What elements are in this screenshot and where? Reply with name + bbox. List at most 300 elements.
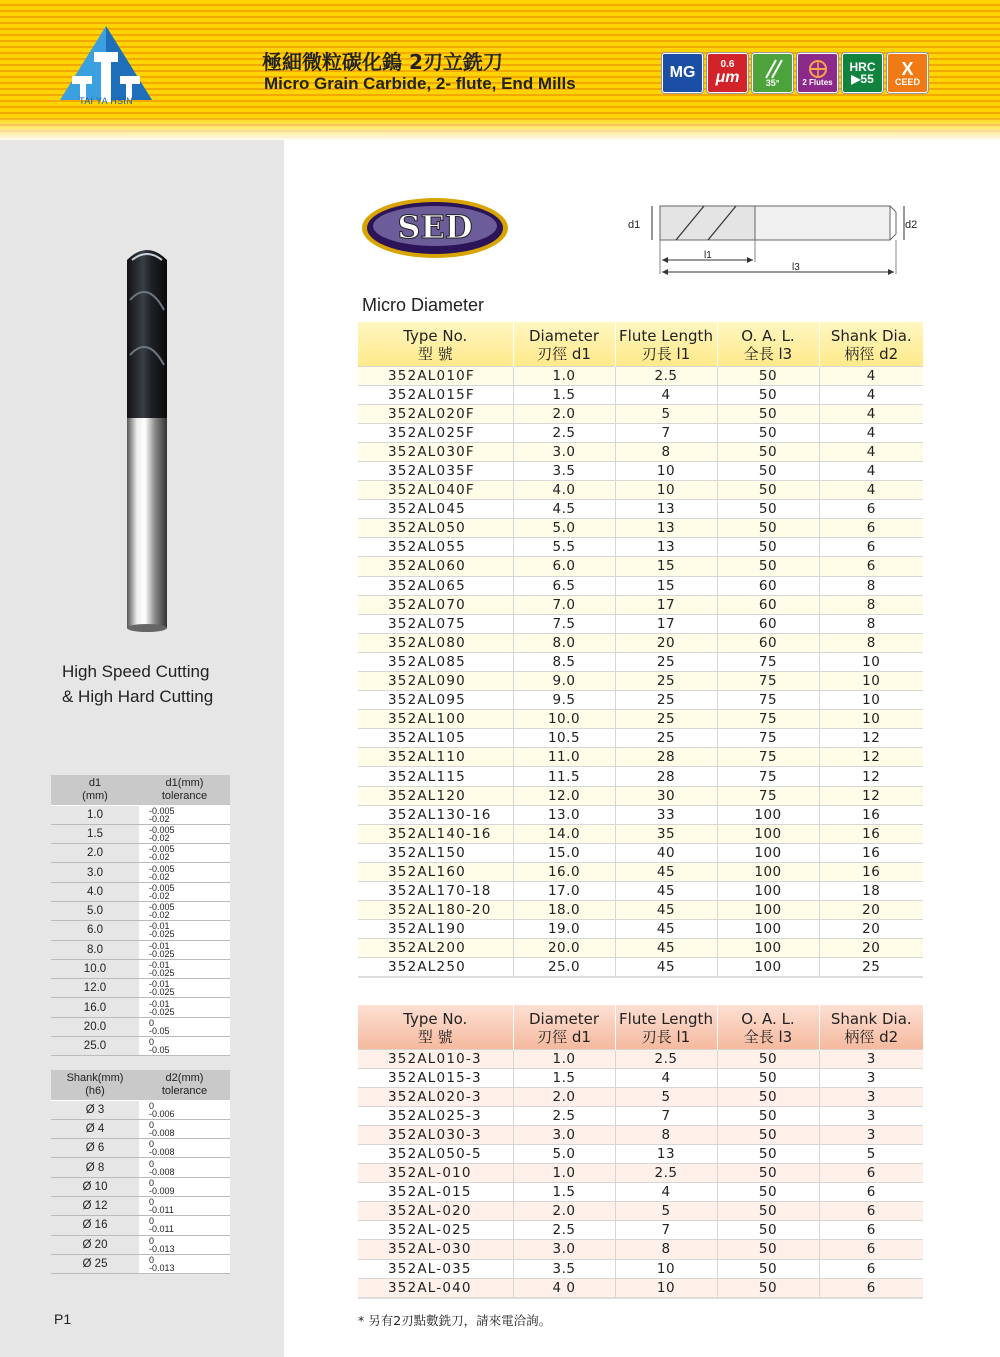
type-no-cell: 352AL190 bbox=[358, 920, 513, 939]
shank-dia-cell: 6 bbox=[819, 519, 923, 538]
flute-length-cell: 7 bbox=[615, 1221, 717, 1240]
table-row bbox=[358, 481, 923, 500]
table-row bbox=[358, 843, 923, 862]
type-no-cell: 352AL120 bbox=[358, 786, 513, 805]
table-row bbox=[358, 442, 923, 461]
table-row bbox=[51, 863, 230, 882]
type-no-cell: 352AL020-3 bbox=[358, 1087, 513, 1106]
type-no-cell: 352AL025-3 bbox=[358, 1106, 513, 1125]
oal-cell: 75 bbox=[717, 748, 819, 767]
table-row bbox=[51, 1216, 230, 1235]
type-no-cell: 352AL180-20 bbox=[358, 901, 513, 920]
shank-dia-cell: 16 bbox=[819, 843, 923, 862]
diameter-cell: 2.0 bbox=[513, 1087, 615, 1106]
tolerance-cell: 0 -0.008 bbox=[139, 1139, 230, 1158]
diameter-cell: 1.5 bbox=[513, 1068, 615, 1087]
flute-length-cell: 33 bbox=[615, 805, 717, 824]
type-no-cell: 352AL160 bbox=[358, 862, 513, 881]
type-no-cell: 352AL-025 bbox=[358, 1221, 513, 1240]
type-no-cell: 352AL-020 bbox=[358, 1202, 513, 1221]
diameter-cell: 11.0 bbox=[513, 748, 615, 767]
type-no-header: Type No. 型 號 bbox=[358, 322, 513, 366]
oal-cell: 50 bbox=[717, 1278, 819, 1298]
shank-dia-cell: 8 bbox=[819, 614, 923, 633]
end-mill-diagram bbox=[626, 200, 922, 278]
table-row bbox=[51, 1158, 230, 1177]
table-row bbox=[358, 576, 923, 595]
oal-cell: 50 bbox=[717, 442, 819, 461]
tolerance-cell: 0 -0.008 bbox=[139, 1158, 230, 1177]
oal-cell: 100 bbox=[717, 862, 819, 881]
table-row bbox=[358, 1183, 923, 1202]
table-row bbox=[51, 959, 230, 978]
table-row bbox=[358, 1049, 923, 1068]
shank-dia-cell: 8 bbox=[819, 633, 923, 652]
type-no-cell: 352AL030-3 bbox=[358, 1125, 513, 1144]
tolerance-cell: -0.01 -0.025 bbox=[139, 998, 230, 1017]
table-row bbox=[358, 691, 923, 710]
table-row bbox=[358, 1144, 923, 1163]
tolerance-cell: -0.005 -0.02 bbox=[139, 844, 230, 863]
size-cell: 1.0 bbox=[51, 805, 139, 824]
flute-length-cell: 4 bbox=[615, 1183, 717, 1202]
shank-dia-cell: 6 bbox=[819, 557, 923, 576]
oal-cell: 75 bbox=[717, 672, 819, 691]
oal-cell: 100 bbox=[717, 805, 819, 824]
type-no-cell: 352AL095 bbox=[358, 691, 513, 710]
shank-dia-cell: 4 bbox=[819, 461, 923, 480]
flute-length-cell: 15 bbox=[615, 557, 717, 576]
size-cell: Ø 6 bbox=[51, 1139, 139, 1158]
table-row bbox=[51, 805, 230, 824]
type-no-cell: 352AL170-18 bbox=[358, 882, 513, 901]
hrc-badge-icon: HRC ▶55 bbox=[842, 53, 883, 93]
diameter-cell: 4.5 bbox=[513, 500, 615, 519]
diameter-cell: 8.5 bbox=[513, 652, 615, 671]
table-row bbox=[51, 1139, 230, 1158]
table-row bbox=[51, 1119, 230, 1138]
type-no-cell: 352AL030F bbox=[358, 442, 513, 461]
table-row bbox=[51, 1177, 230, 1196]
diameter-cell: 7.5 bbox=[513, 614, 615, 633]
type-no-cell: 352AL025F bbox=[358, 423, 513, 442]
tolerance-cell: -0.005 -0.02 bbox=[139, 901, 230, 920]
type-no-cell: 352AL090 bbox=[358, 672, 513, 691]
oal-cell: 50 bbox=[717, 385, 819, 404]
sed-logo-icon bbox=[360, 196, 510, 260]
flute-length-cell: 25 bbox=[615, 691, 717, 710]
type-no-cell: 352AL040F bbox=[358, 481, 513, 500]
size-cell: 8.0 bbox=[51, 940, 139, 959]
shank-dia-cell: 16 bbox=[819, 862, 923, 881]
flute-length-cell: 13 bbox=[615, 1144, 717, 1163]
table-row bbox=[358, 652, 923, 671]
page-number: P1 bbox=[54, 1311, 72, 1327]
oal-cell: 60 bbox=[717, 576, 819, 595]
oal-cell: 50 bbox=[717, 1183, 819, 1202]
type-no-cell: 352AL070 bbox=[358, 595, 513, 614]
shank-dia-cell: 25 bbox=[819, 958, 923, 978]
shank-dia-cell: 8 bbox=[819, 595, 923, 614]
oal-cell: 50 bbox=[717, 1202, 819, 1221]
flute-length-header: Flute Length 刃長 l1 bbox=[615, 1005, 717, 1049]
table-row bbox=[358, 1202, 923, 1221]
diameter-cell: 2.5 bbox=[513, 423, 615, 442]
oal-cell: 50 bbox=[717, 461, 819, 480]
l3-label: l3 bbox=[792, 262, 800, 273]
shank-dia-cell: 10 bbox=[819, 691, 923, 710]
two-flutes-badge-icon: 2 Flutes bbox=[797, 53, 838, 93]
shank-dia-cell: 4 bbox=[819, 404, 923, 423]
table-row bbox=[51, 940, 230, 959]
tolerance-cell: 0 -0.006 bbox=[139, 1100, 230, 1119]
diameter-cell: 19.0 bbox=[513, 920, 615, 939]
flute-length-cell: 45 bbox=[615, 901, 717, 920]
shank-dia-cell: 6 bbox=[819, 1202, 923, 1221]
diameter-cell: 2.5 bbox=[513, 1221, 615, 1240]
type-no-cell: 352AL105 bbox=[358, 729, 513, 748]
shank-dia-cell: 6 bbox=[819, 538, 923, 557]
table-row bbox=[358, 672, 923, 691]
flute-length-cell: 20 bbox=[615, 633, 717, 652]
tolerance-cell: 0 -0.008 bbox=[139, 1119, 230, 1138]
table-row bbox=[358, 1106, 923, 1125]
flute-length-cell: 2.5 bbox=[615, 1164, 717, 1183]
shank-dia-cell: 4 bbox=[819, 442, 923, 461]
shank-dia-cell: 3 bbox=[819, 1106, 923, 1125]
tolerance-cell: 0 -0.011 bbox=[139, 1216, 230, 1235]
table-row bbox=[51, 844, 230, 863]
shank-dia-cell: 4 bbox=[819, 481, 923, 500]
oal-cell: 60 bbox=[717, 595, 819, 614]
diameter-cell: 3.0 bbox=[513, 442, 615, 461]
type-no-cell: 352AL060 bbox=[358, 557, 513, 576]
flute-length-cell: 5 bbox=[615, 404, 717, 423]
type-no-cell: 352AL-040 bbox=[358, 1278, 513, 1298]
oal-cell: 100 bbox=[717, 824, 819, 843]
oal-cell: 50 bbox=[717, 1049, 819, 1068]
shank-dia-cell: 8 bbox=[819, 576, 923, 595]
tolerance-cell: -0.005 -0.02 bbox=[139, 805, 230, 824]
flute-length-cell: 2.5 bbox=[615, 1049, 717, 1068]
oal-cell: 50 bbox=[717, 1221, 819, 1240]
size-cell: 10.0 bbox=[51, 959, 139, 978]
shank-dia-cell: 12 bbox=[819, 786, 923, 805]
type-no-cell: 352AL085 bbox=[358, 652, 513, 671]
shank-dia-cell: 4 bbox=[819, 385, 923, 404]
diameter-cell: 20.0 bbox=[513, 939, 615, 958]
table-row bbox=[358, 538, 923, 557]
type-no-cell: 352AL-035 bbox=[358, 1259, 513, 1278]
oal-cell: 50 bbox=[717, 1068, 819, 1087]
oal-cell: 50 bbox=[717, 1087, 819, 1106]
diameter-cell: 11.5 bbox=[513, 767, 615, 786]
table-row bbox=[51, 1254, 230, 1273]
diameter-cell: 4 0 bbox=[513, 1278, 615, 1298]
flute-length-cell: 45 bbox=[615, 862, 717, 881]
table-row bbox=[358, 710, 923, 729]
section-title: Micro Diameter bbox=[362, 295, 485, 315]
diameter-cell: 18.0 bbox=[513, 901, 615, 920]
oal-cell: 100 bbox=[717, 843, 819, 862]
flute-length-cell: 40 bbox=[615, 843, 717, 862]
oal-cell: 50 bbox=[717, 538, 819, 557]
tolerance-cell: -0.005 -0.02 bbox=[139, 863, 230, 882]
size-cell: 1.5 bbox=[51, 824, 139, 843]
diameter-cell: 1.5 bbox=[513, 1183, 615, 1202]
shank-dia-cell: 3 bbox=[819, 1068, 923, 1087]
shank-dia-cell: 10 bbox=[819, 672, 923, 691]
shank-dia-cell: 12 bbox=[819, 729, 923, 748]
size-cell: Ø 12 bbox=[51, 1196, 139, 1215]
size-cell: 25.0 bbox=[51, 1037, 139, 1056]
flute-length-cell: 10 bbox=[615, 1278, 717, 1298]
size-cell: Ø 10 bbox=[51, 1177, 139, 1196]
table-row bbox=[358, 1125, 923, 1144]
oal-cell: 75 bbox=[717, 652, 819, 671]
size-cell: 3.0 bbox=[51, 863, 139, 882]
diameter-cell: 3.0 bbox=[513, 1125, 615, 1144]
shank-dia-cell: 10 bbox=[819, 652, 923, 671]
oal-cell: 50 bbox=[717, 519, 819, 538]
diameter-cell: 16.0 bbox=[513, 862, 615, 881]
flute-length-cell: 10 bbox=[615, 461, 717, 480]
oal-cell: 50 bbox=[717, 1240, 819, 1259]
shank-dia-cell: 3 bbox=[819, 1087, 923, 1106]
flute-length-cell: 2.5 bbox=[615, 366, 717, 385]
shank-dia-cell: 3 bbox=[819, 1125, 923, 1144]
shank-dia-cell: 6 bbox=[819, 1240, 923, 1259]
table-row bbox=[51, 1100, 230, 1119]
size-cell: 16.0 bbox=[51, 998, 139, 1017]
diameter-cell: 4.0 bbox=[513, 481, 615, 500]
table-row bbox=[358, 1259, 923, 1278]
flute-length-cell: 25 bbox=[615, 652, 717, 671]
diameter-cell: 3.5 bbox=[513, 461, 615, 480]
shank-dia-cell: 4 bbox=[819, 366, 923, 385]
micro-diameter-table bbox=[358, 322, 923, 978]
oal-cell: 50 bbox=[717, 1164, 819, 1183]
shank-dia-cell: 4 bbox=[819, 423, 923, 442]
type-no-cell: 352AL140-16 bbox=[358, 824, 513, 843]
oal-cell: 75 bbox=[717, 691, 819, 710]
svg-text:SED: SED bbox=[397, 208, 473, 246]
tolerance-cell: -0.01 -0.025 bbox=[139, 940, 230, 959]
diameter-cell: 2.0 bbox=[513, 1202, 615, 1221]
diameter-cell: 5.0 bbox=[513, 519, 615, 538]
size-cell: 20.0 bbox=[51, 1017, 139, 1036]
shank-dia-cell: 16 bbox=[819, 805, 923, 824]
table-row bbox=[358, 500, 923, 519]
type-no-cell: 352AL-030 bbox=[358, 1240, 513, 1259]
oal-cell: 50 bbox=[717, 366, 819, 385]
oal-cell: 100 bbox=[717, 958, 819, 978]
tolerance-cell: 0 -0.011 bbox=[139, 1196, 230, 1215]
helix-angle-badge-icon: 35° bbox=[752, 53, 793, 93]
type-no-cell: 352AL-010 bbox=[358, 1164, 513, 1183]
diameter-cell: 15.0 bbox=[513, 843, 615, 862]
size-cell: 5.0 bbox=[51, 901, 139, 920]
type-no-cell: 352AL200 bbox=[358, 939, 513, 958]
d1-label: d1 bbox=[628, 219, 641, 231]
flute-length-cell: 4 bbox=[615, 385, 717, 404]
l1-label: l1 bbox=[704, 250, 712, 261]
table-row bbox=[51, 1037, 230, 1056]
flute-length-cell: 10 bbox=[615, 481, 717, 500]
diameter-cell: 10.5 bbox=[513, 729, 615, 748]
size-cell: 2.0 bbox=[51, 844, 139, 863]
oal-cell: 75 bbox=[717, 767, 819, 786]
table-row bbox=[51, 979, 230, 998]
table-row bbox=[358, 385, 923, 404]
flute-length-cell: 45 bbox=[615, 882, 717, 901]
end-mill-image bbox=[118, 240, 176, 634]
table-row bbox=[358, 920, 923, 939]
table-row bbox=[358, 767, 923, 786]
diameter-cell: 14.0 bbox=[513, 824, 615, 843]
table-row bbox=[51, 901, 230, 920]
tolerance-cell: -0.01 -0.025 bbox=[139, 959, 230, 978]
header-band bbox=[0, 0, 1000, 140]
flute-length-cell: 17 bbox=[615, 595, 717, 614]
table-row bbox=[358, 614, 923, 633]
table-row bbox=[51, 882, 230, 901]
flute-length-cell: 7 bbox=[615, 1106, 717, 1125]
type-no-cell: 352AL130-16 bbox=[358, 805, 513, 824]
diameter-cell: 5.0 bbox=[513, 1144, 615, 1163]
diameter-cell: 1.5 bbox=[513, 385, 615, 404]
tolerance-cell: 0 -0.05 bbox=[139, 1017, 230, 1036]
size-cell: 12.0 bbox=[51, 979, 139, 998]
oal-cell: 50 bbox=[717, 500, 819, 519]
table-row bbox=[358, 1221, 923, 1240]
shank-dia-cell: 6 bbox=[819, 1183, 923, 1202]
table-row bbox=[358, 958, 923, 978]
shank-header: Shank(mm) (h6) bbox=[51, 1070, 139, 1100]
size-cell: Ø 3 bbox=[51, 1100, 139, 1119]
diameter-cell: 9.5 bbox=[513, 691, 615, 710]
type-no-cell: 352AL010-3 bbox=[358, 1049, 513, 1068]
table-row bbox=[358, 882, 923, 901]
shank-dia-cell: 20 bbox=[819, 901, 923, 920]
size-cell: Ø 8 bbox=[51, 1158, 139, 1177]
flute-length-cell: 13 bbox=[615, 500, 717, 519]
diameter-cell: 13.0 bbox=[513, 805, 615, 824]
table-row bbox=[358, 729, 923, 748]
brand-name: TAI YA HSIN bbox=[79, 96, 133, 106]
size-cell: Ø 25 bbox=[51, 1254, 139, 1273]
tolerance-cell: -0.01 -0.025 bbox=[139, 979, 230, 998]
feature-badges bbox=[662, 53, 928, 93]
flute-length-cell: 25 bbox=[615, 710, 717, 729]
type-no-cell: 352AL-015 bbox=[358, 1183, 513, 1202]
diameter-header: Diameter 刃徑 d1 bbox=[513, 322, 615, 366]
diameter-cell: 3.0 bbox=[513, 1240, 615, 1259]
feature-text: High Speed Cutting & High Hard Cutting bbox=[62, 662, 214, 706]
diameter-cell: 6.5 bbox=[513, 576, 615, 595]
tolerance-cell: 0 -0.009 bbox=[139, 1177, 230, 1196]
mg-badge-icon: MG bbox=[662, 53, 703, 93]
footnote: * 另有2刃點數銑刀，請來電洽詢。 bbox=[358, 1313, 552, 1328]
type-no-cell: 352AL150 bbox=[358, 843, 513, 862]
table-row bbox=[358, 1068, 923, 1087]
table-row bbox=[358, 1278, 923, 1298]
type-no-cell: 352AL010F bbox=[358, 366, 513, 385]
table-row bbox=[358, 805, 923, 824]
oal-cell: 75 bbox=[717, 710, 819, 729]
table-row bbox=[51, 921, 230, 940]
flute-length-cell: 4 bbox=[615, 1068, 717, 1087]
oal-header: O. A. L. 全長 l3 bbox=[717, 1005, 819, 1049]
shank-dia-cell: 20 bbox=[819, 920, 923, 939]
table-row bbox=[358, 519, 923, 538]
type-no-cell: 352AL015-3 bbox=[358, 1068, 513, 1087]
shank-dia-cell: 20 bbox=[819, 939, 923, 958]
shank-dia-cell: 3 bbox=[819, 1049, 923, 1068]
shank-dia-cell: 12 bbox=[819, 767, 923, 786]
flute-length-cell: 5 bbox=[615, 1087, 717, 1106]
shank-dia-cell: 18 bbox=[819, 882, 923, 901]
d1-tolerance-header: d1(mm) tolerance bbox=[139, 775, 230, 805]
type-no-cell: 352AL045 bbox=[358, 500, 513, 519]
page-title-en: Micro Grain Carbide, 2- flute, End Mills bbox=[264, 74, 576, 93]
ceed-badge-icon: X CEED bbox=[887, 53, 928, 93]
flute-length-cell: 15 bbox=[615, 576, 717, 595]
oal-cell: 50 bbox=[717, 423, 819, 442]
flute-length-cell: 25 bbox=[615, 672, 717, 691]
tolerance-cell: 0 -0.013 bbox=[139, 1254, 230, 1273]
flute-length-cell: 25 bbox=[615, 729, 717, 748]
flute-length-cell: 7 bbox=[615, 423, 717, 442]
diameter-cell: 1.0 bbox=[513, 1049, 615, 1068]
table-row bbox=[358, 824, 923, 843]
oal-cell: 75 bbox=[717, 786, 819, 805]
type-no-cell: 352AL050-5 bbox=[358, 1144, 513, 1163]
shank-dia-cell: 6 bbox=[819, 1278, 923, 1298]
table-row bbox=[51, 998, 230, 1017]
table-row bbox=[358, 366, 923, 385]
oal-header: O. A. L. 全長 l3 bbox=[717, 322, 819, 366]
flute-length-cell: 45 bbox=[615, 958, 717, 978]
type-no-cell: 352AL065 bbox=[358, 576, 513, 595]
table-row bbox=[358, 461, 923, 480]
shank-dia-header: Shank Dia. 柄徑 d2 bbox=[819, 1005, 923, 1049]
d1-header: d1 (mm) bbox=[51, 775, 139, 805]
type-no-cell: 352AL015F bbox=[358, 385, 513, 404]
flute-length-cell: 8 bbox=[615, 1125, 717, 1144]
diameter-cell: 3.5 bbox=[513, 1259, 615, 1278]
type-no-cell: 352AL050 bbox=[358, 519, 513, 538]
type-no-header: Type No. 型 號 bbox=[358, 1005, 513, 1049]
table-row bbox=[358, 404, 923, 423]
diameter-cell: 9.0 bbox=[513, 672, 615, 691]
flute-length-cell: 45 bbox=[615, 939, 717, 958]
table-row bbox=[358, 595, 923, 614]
diameter-cell: 5.5 bbox=[513, 538, 615, 557]
size-cell: Ø 16 bbox=[51, 1216, 139, 1235]
size-cell: 6.0 bbox=[51, 921, 139, 940]
shank-dia-header: Shank Dia. 柄徑 d2 bbox=[819, 322, 923, 366]
shank-dia-cell: 6 bbox=[819, 1221, 923, 1240]
table-row bbox=[358, 901, 923, 920]
table-row bbox=[358, 862, 923, 881]
diameter-cell: 12.0 bbox=[513, 786, 615, 805]
table-row bbox=[358, 1240, 923, 1259]
shank-dia-cell: 10 bbox=[819, 710, 923, 729]
flute-length-cell: 45 bbox=[615, 920, 717, 939]
shank-tolerance-table bbox=[51, 1070, 230, 1274]
table-row bbox=[358, 633, 923, 652]
